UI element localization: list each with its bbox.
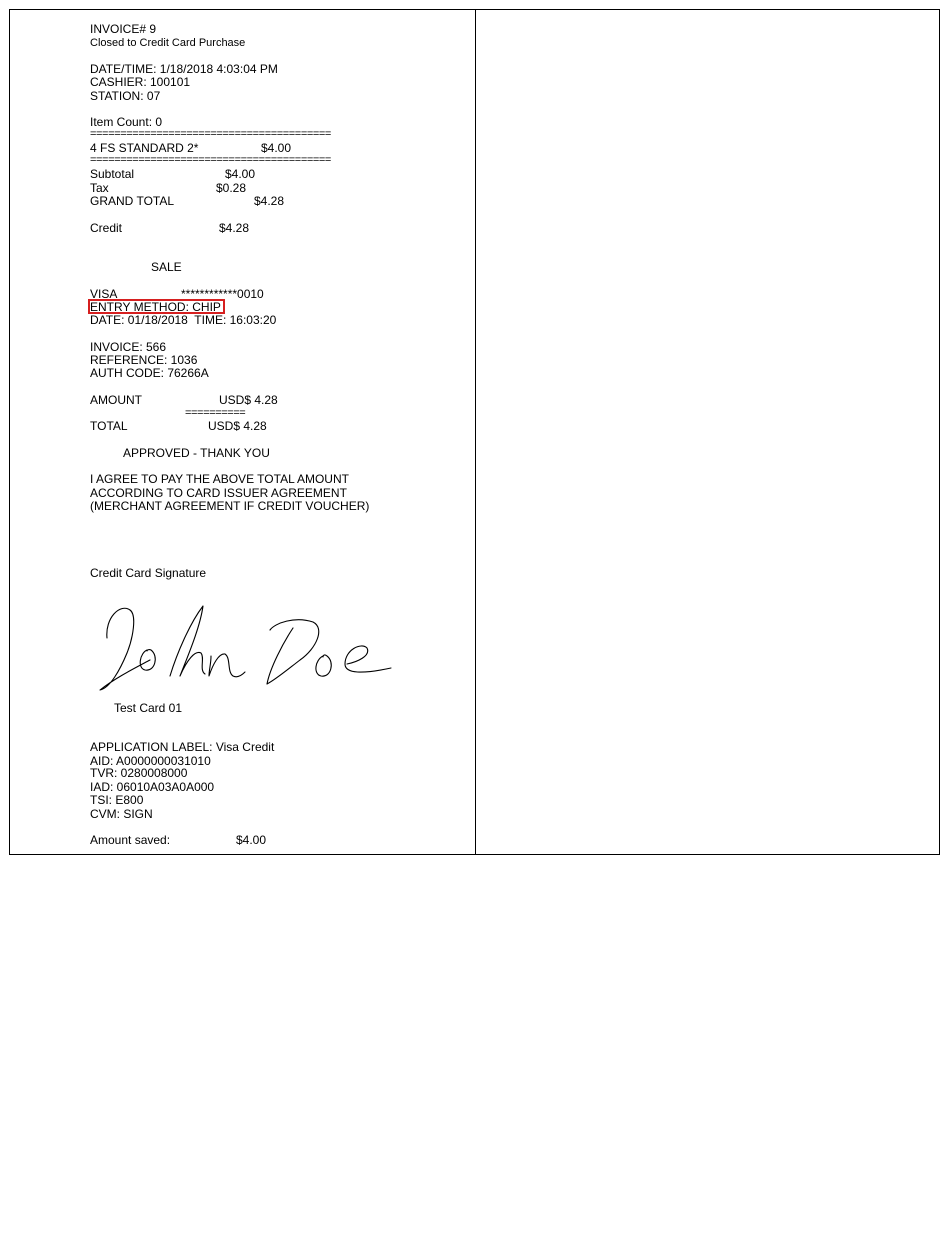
- sale-label: SALE: [151, 260, 182, 274]
- tax-label: Tax: [90, 181, 109, 195]
- cardholder-name: Test Card 01: [114, 701, 183, 715]
- tax-value: $0.28: [216, 181, 247, 195]
- grand-total-label: GRAND TOTAL: [90, 194, 175, 208]
- amount-value: USD$ 4.28: [219, 393, 278, 407]
- datetime-line: DATE/TIME: 1/18/2018 4:03:04 PM: [90, 62, 278, 76]
- credit-value: $4.28: [219, 221, 250, 235]
- amount-separator: ==========: [185, 407, 246, 419]
- entry-method: ENTRY METHOD: CHIP: [90, 300, 221, 314]
- credit-label: Credit: [90, 221, 123, 235]
- aid-line: AID: A0000000031010: [90, 754, 211, 768]
- separator-bottom: ========================================: [90, 154, 331, 166]
- invoice-header: INVOICE# 9: [90, 22, 157, 36]
- grand-total-value: $4.28: [254, 194, 285, 208]
- tsi-line: TSI: E800: [90, 793, 144, 807]
- amount-label: AMOUNT: [90, 393, 142, 407]
- subtotal-value: $4.00: [225, 167, 256, 181]
- signature-label: Credit Card Signature: [90, 566, 207, 580]
- cashier-line: CASHIER: 100101: [90, 75, 191, 89]
- application-label: APPLICATION LABEL: Visa Credit: [90, 740, 275, 754]
- tvr-line: TVR: 0280008000: [90, 766, 188, 780]
- amount-saved-value: $4.00: [236, 833, 267, 847]
- agreement-line-3: (MERCHANT AGREEMENT IF CREDIT VOUCHER): [90, 499, 370, 513]
- card-brand: VISA: [90, 287, 118, 301]
- separator-top: ========================================: [90, 128, 331, 140]
- approval-message: APPROVED - THANK YOU: [123, 446, 270, 460]
- item-count-line: Item Count: 0: [90, 115, 163, 129]
- transaction-auth-code: AUTH CODE: 76266A: [90, 366, 209, 380]
- card-masked-number: ************0010: [181, 287, 264, 301]
- agreement-line-2: ACCORDING TO CARD ISSUER AGREEMENT: [90, 486, 347, 500]
- closed-to-label: Closed to Credit Card Purchase: [90, 37, 246, 49]
- agreement-line-1: I AGREE TO PAY THE ABOVE TOTAL AMOUNT: [90, 472, 349, 486]
- iad-line: IAD: 06010A03A0A000: [90, 780, 215, 794]
- amount-saved-label: Amount saved:: [90, 833, 171, 847]
- total-value: USD$ 4.28: [208, 419, 267, 433]
- card-date-time: DATE: 01/18/2018 TIME: 16:03:20: [90, 313, 277, 327]
- signature-image: [95, 598, 395, 698]
- total-label: TOTAL: [90, 419, 128, 433]
- cvm-line: CVM: SIGN: [90, 807, 153, 821]
- transaction-invoice: INVOICE: 566: [90, 340, 167, 354]
- station-line: STATION: 07: [90, 89, 161, 103]
- column-divider: [475, 9, 476, 855]
- item-name: 4 FS STANDARD 2*: [90, 141, 199, 155]
- subtotal-label: Subtotal: [90, 167, 135, 181]
- item-price: $4.00: [261, 141, 292, 155]
- transaction-reference: REFERENCE: 1036: [90, 353, 198, 367]
